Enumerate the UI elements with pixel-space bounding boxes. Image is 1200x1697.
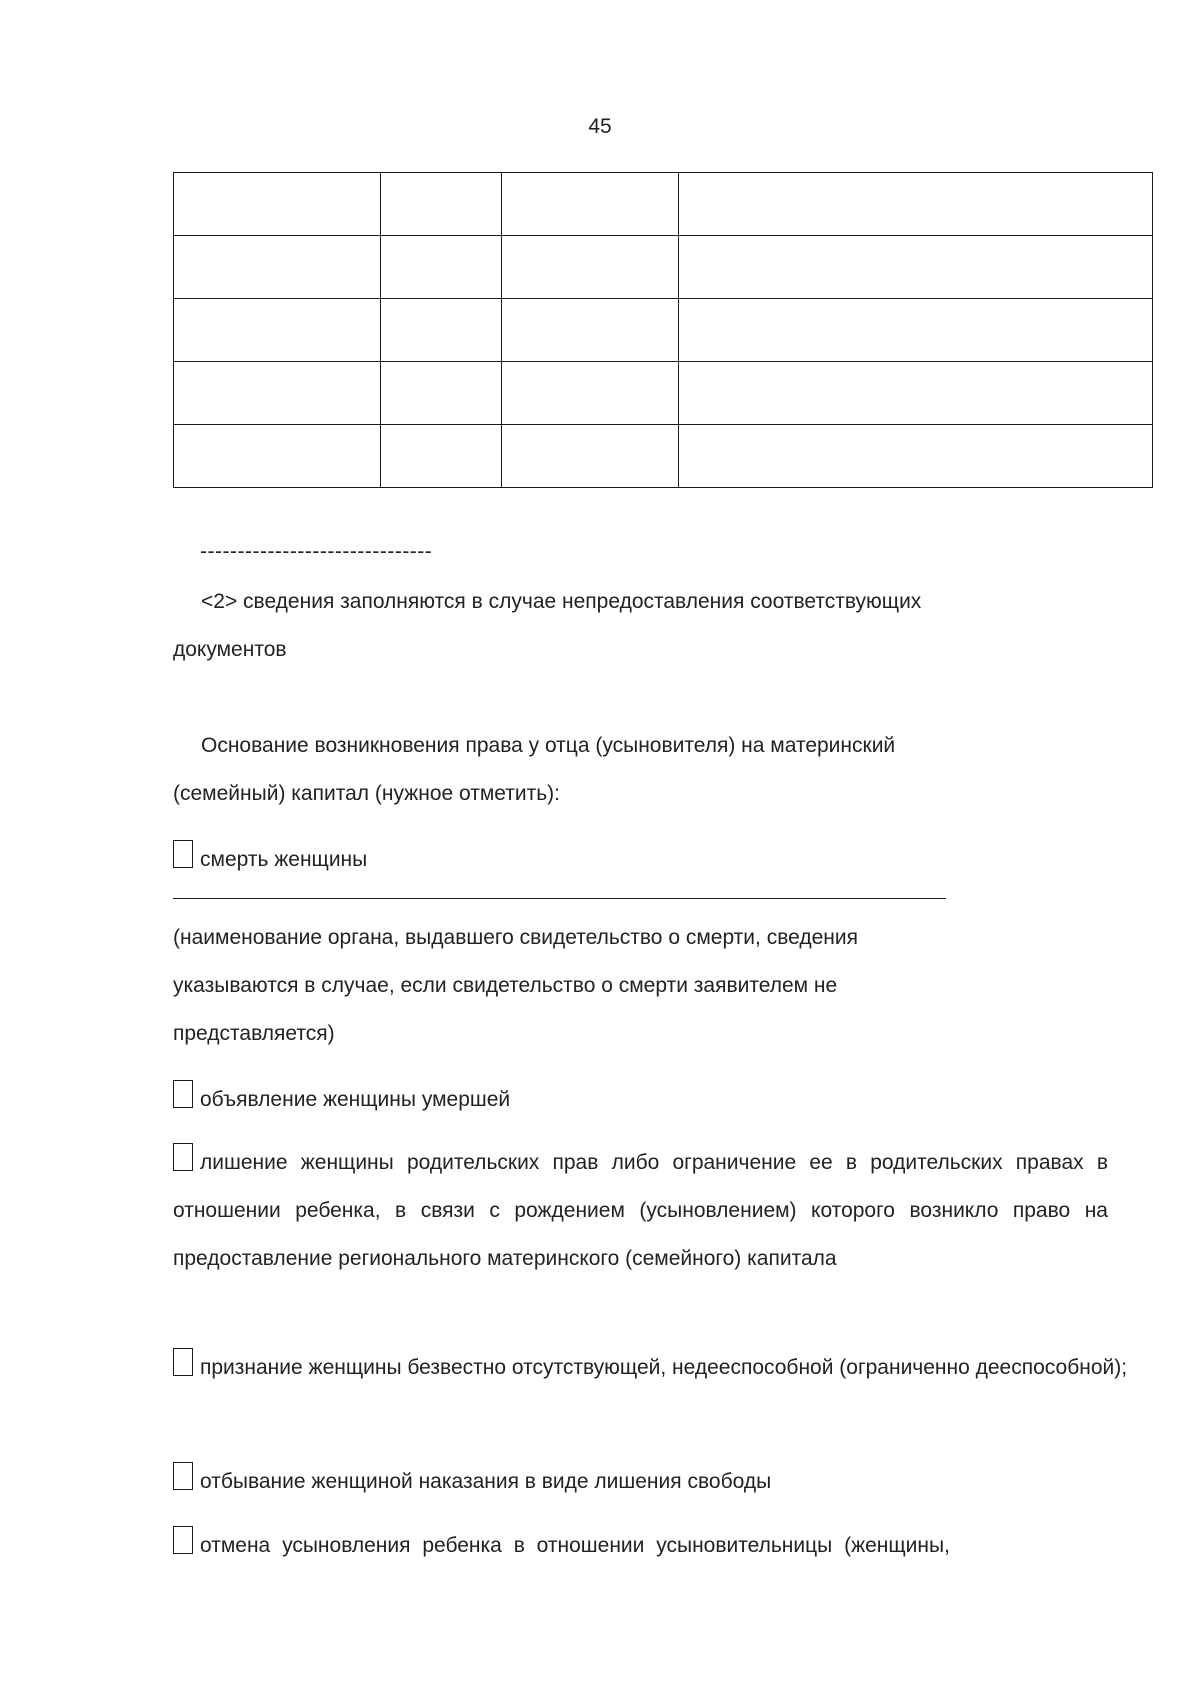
page-number: 45 <box>588 115 612 138</box>
footnote-separator: ------------------------------- <box>200 540 433 563</box>
footnote-text: <2> сведения заполняются в случае непредоставления соответствующих <box>201 590 922 613</box>
option-adoption-cancelled <box>173 1522 1128 1570</box>
option-death-label: смерть женщины <box>200 848 368 871</box>
basis-line-2: (семейный) капитал (нужное отметить): <box>173 782 561 805</box>
basis-line-1: Основание возникновения права у отца (усыновителя) на материнский <box>201 734 896 757</box>
table-cell[interactable] <box>502 299 679 362</box>
option-imprisonment-label: отбывание женщиной наказания в виде лишения свободы <box>200 1470 772 1493</box>
option-missing-incapacitated-label: признание женщины безвестно отсутствующей, недееспособной (ограниченно дееспособной); <box>200 1356 1128 1379</box>
table-cell[interactable] <box>381 362 502 425</box>
footnote-line-1 <box>173 578 1073 626</box>
table-cell[interactable] <box>679 425 1153 488</box>
info-table-body <box>174 173 1153 488</box>
table-cell[interactable] <box>679 173 1153 236</box>
table-row <box>174 362 1153 425</box>
option-missing-incapacitated <box>173 1344 1133 1392</box>
table-cell[interactable] <box>679 236 1153 299</box>
option-declared-dead <box>173 1076 1128 1124</box>
option-imprisonment <box>173 1458 1128 1506</box>
table-cell[interactable] <box>502 173 679 236</box>
checkbox-declared-dead[interactable] <box>173 1080 193 1108</box>
table-cell[interactable] <box>381 299 502 362</box>
table-cell[interactable] <box>679 362 1153 425</box>
issuing-authority-line[interactable] <box>173 898 946 899</box>
death-note-line-3: представляется) <box>173 1022 335 1045</box>
table-row <box>174 299 1153 362</box>
option-declared-dead-label: объявление женщины умершей <box>200 1088 511 1111</box>
table-cell[interactable] <box>502 425 679 488</box>
table-cell[interactable] <box>174 299 381 362</box>
table-cell[interactable] <box>174 362 381 425</box>
option-deprivation-of-rights-label: лишение женщины родительских прав либо ограничение ее в родительских правах в отношении ребенка, в связи с рождением (усыновлением) которого возникло право на предоставление регионального материнского (семейного) капитала <box>173 1151 1108 1270</box>
death-note-line-1: (наименование органа, выдавшего свидетельство о смерти, сведения <box>173 926 858 949</box>
table-row <box>174 173 1153 236</box>
checkbox-adoption-cancelled[interactable] <box>173 1526 193 1554</box>
table-cell[interactable] <box>381 236 502 299</box>
table-cell[interactable] <box>381 425 502 488</box>
checkbox-imprisonment[interactable] <box>173 1462 193 1490</box>
table-row <box>174 425 1153 488</box>
checkbox-deprivation-of-rights[interactable] <box>173 1143 193 1171</box>
table-cell[interactable] <box>679 299 1153 362</box>
info-table <box>173 172 1153 488</box>
option-adoption-cancelled-label: отмена усыновления ребенка в отношении усыновительницы (женщины, <box>200 1534 950 1557</box>
option-deprivation-of-rights <box>173 1139 1108 1283</box>
table-cell[interactable] <box>174 173 381 236</box>
checkbox-death[interactable] <box>173 840 193 868</box>
table-cell[interactable] <box>174 236 381 299</box>
checkbox-missing-incapacitated[interactable] <box>173 1348 193 1376</box>
footnote-line-2: документов <box>173 638 287 661</box>
table-cell[interactable] <box>174 425 381 488</box>
table-cell[interactable] <box>381 173 502 236</box>
death-note-line-2: указываются в случае, если свидетельство о смерти заявителем не <box>173 974 838 997</box>
table-cell[interactable] <box>502 236 679 299</box>
option-death <box>173 836 1128 884</box>
table-cell[interactable] <box>502 362 679 425</box>
table-row <box>174 236 1153 299</box>
